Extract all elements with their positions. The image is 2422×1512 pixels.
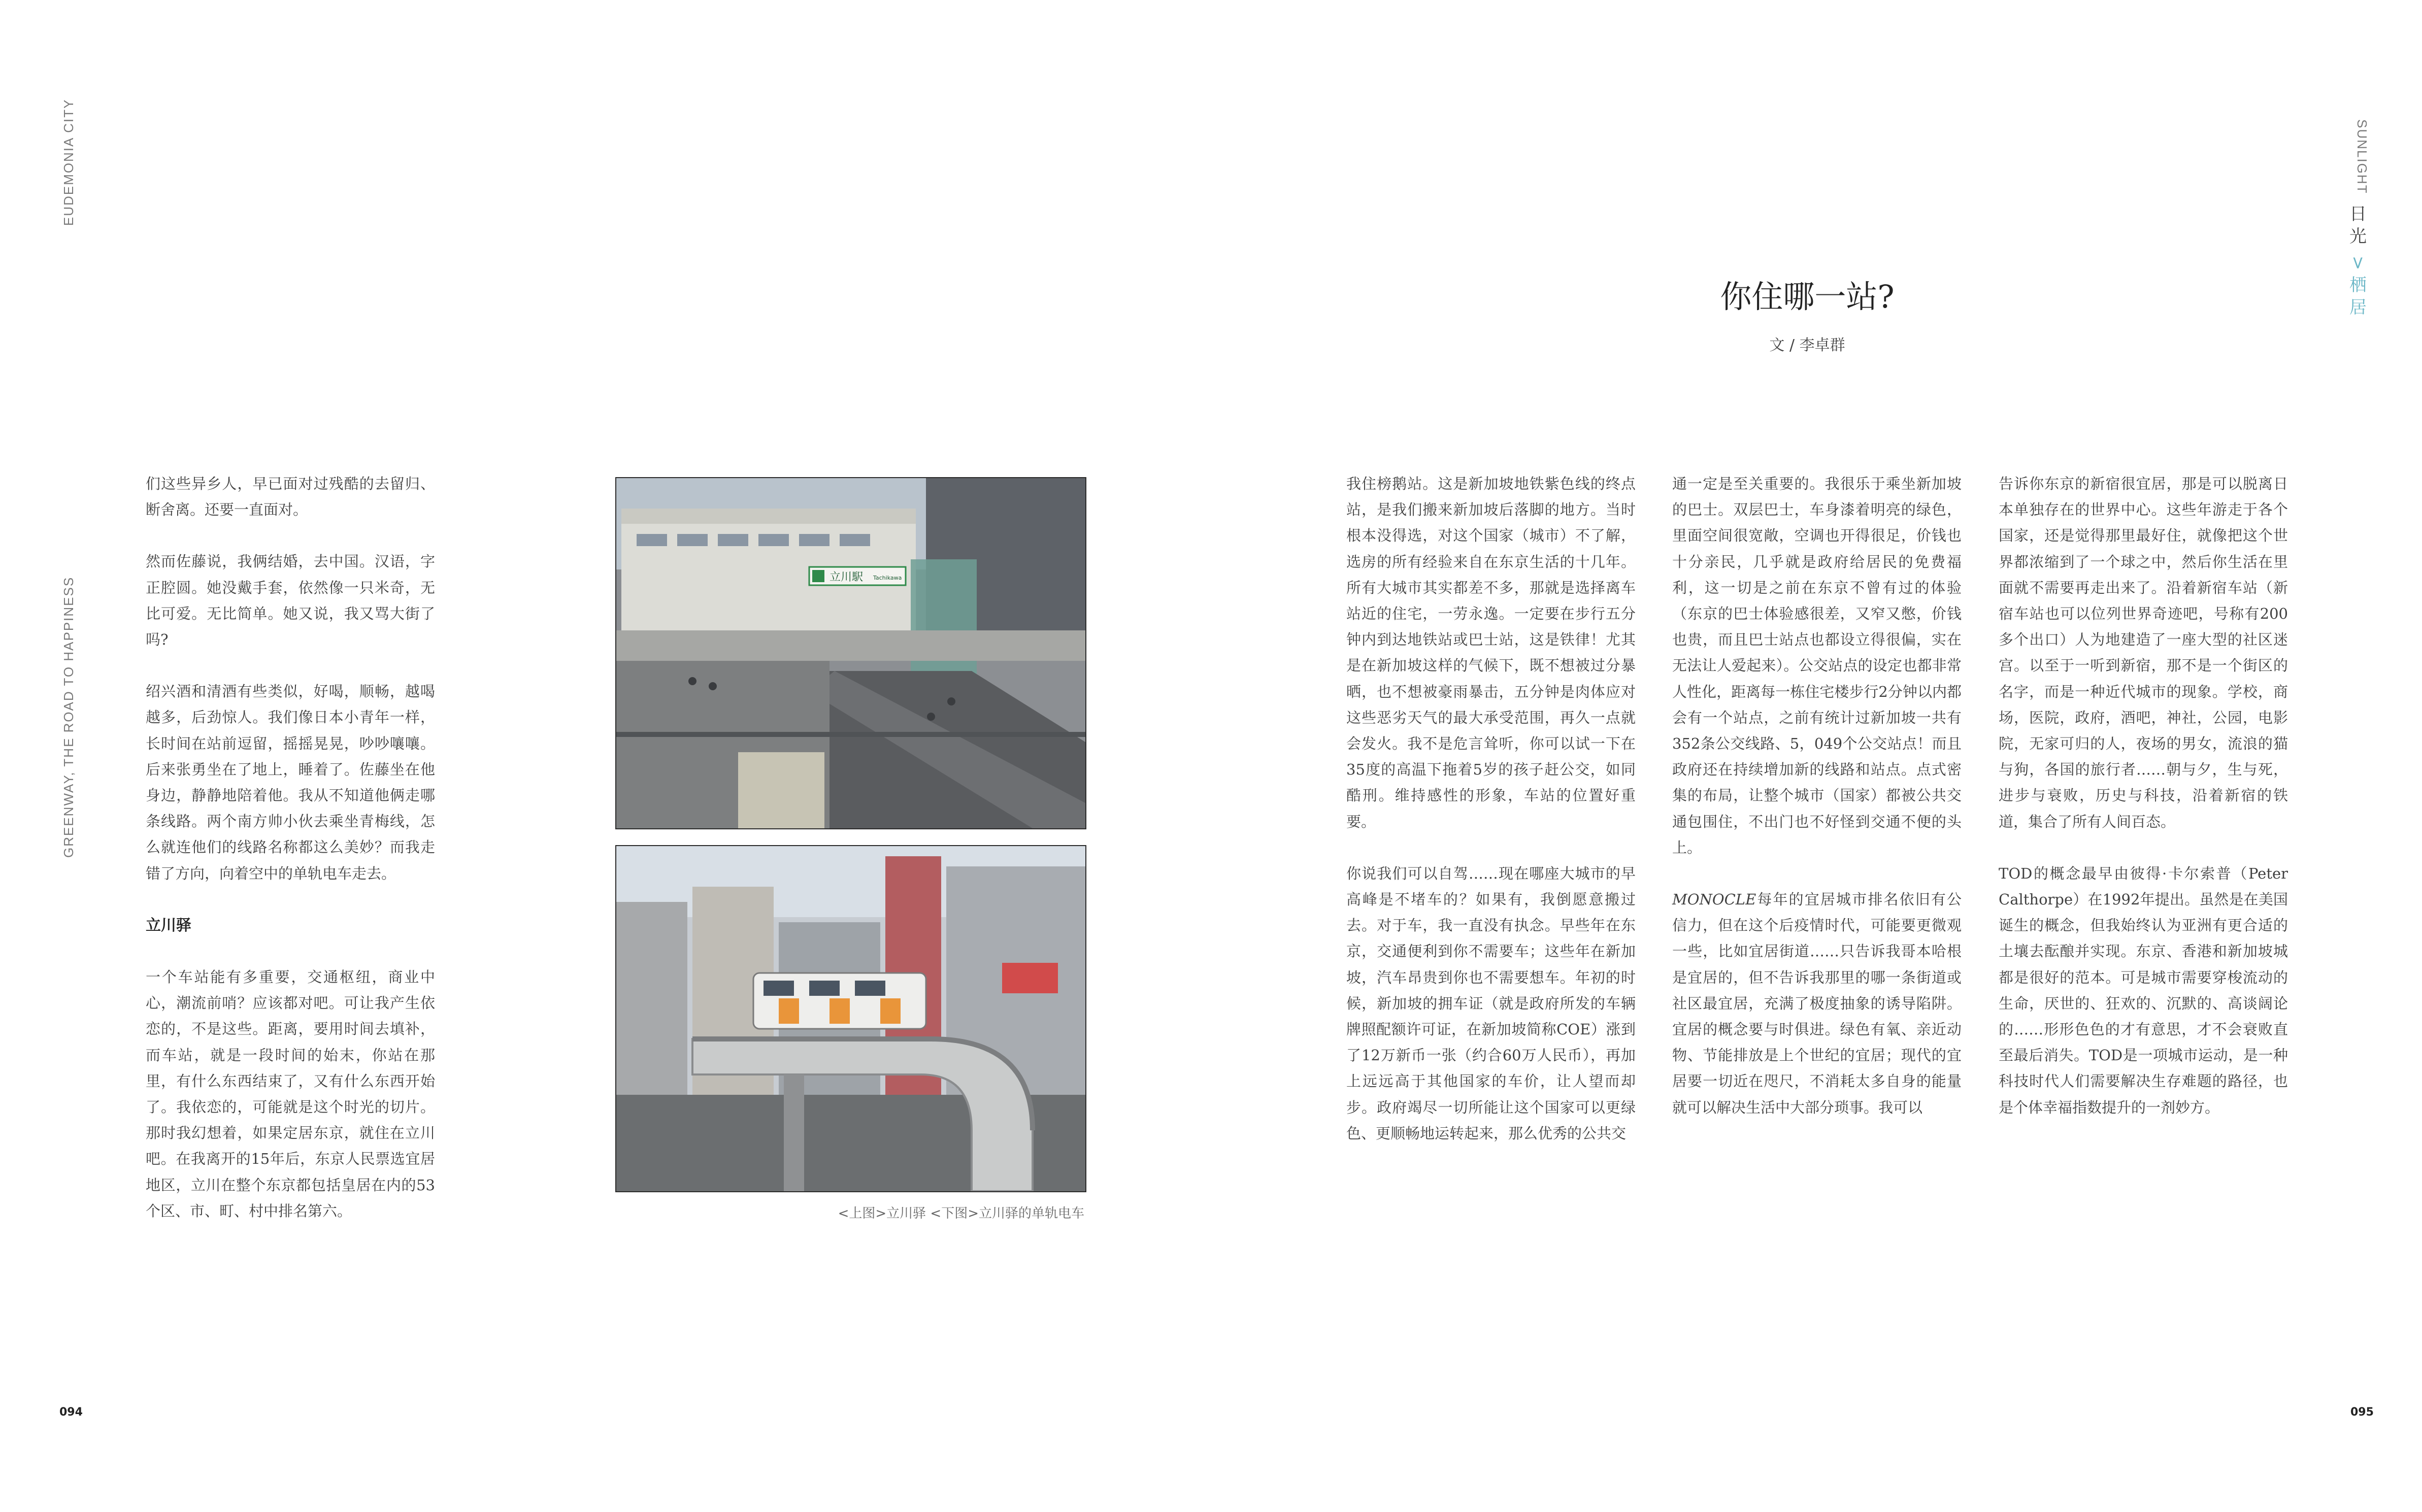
station-illustration (616, 478, 1085, 828)
paragraph: TOD的概念最早由彼得·卡尔索普（Peter Calthorpe）在1992年提出。虽然是在美国诞生的概念，但我始终认为亚洲有更合适的土壤去酝酿并实现。东京、香港和新加坡城都是很好的范本。可是城市需要穿梭流动的生命，厌世的、狂欢的、沉默的、高谈阔论的……形形色色的才有意思，才不会衰败直至最后消失。TOD是一项城市运动，是一种科技时代人们需要解决生存难题的路径，也是个体幸福指数提升的一剂妙方。 (1999, 864, 2288, 1116)
paragraph: 绍兴酒和清酒有些类似，好喝，顺畅，越喝越多，后劲惊人。我们像日本小青年一样，长时间在站前逗留，摇摇晃晃，吵吵嚷嚷。后来张勇坐在了地上，睡着了。佐藤坐在他身边，静静地陪着他。我从不知道他俩走哪条线路。两个南方帅小伙去乘坐青梅线，怎么就连他们的线路名称都这么美妙？而我走错了方向，向着空中的单轨电车走去。 (146, 683, 435, 882)
paragraph: 一个车站能有多重要，交通枢纽，商业中心，潮流前哨？应该都对吧。可让我产生依恋的，不是这些。距离，要用时间去填补，而车站，就是一段时间的始末，你站在那里，有什么东西结束了，又有什么东西开始了。我依恋的，可能就是这个时光的切片。那时我幻想着，如果定居东京，就住在立川吧。在我离开的15年后，东京人民票选宜居地区，立川在整个东京都包括皇居在内的53个区、市、町、村中排名第六。 (146, 968, 435, 1220)
paragraph: 你说我们可以自驾……现在哪座大城市的早高峰是不堵车的？如果有，我倒愿意搬过去。对于车，我一直没有执念。早些年在东京，交通便利到你不需要车；这些年在新加坡，汽车昂贵到你也不需要想车。年初的时候，新加坡的拥车证（就是政府所发的车辆牌照配额许可证，在新加坡简称COE）涨到了12万新币一张（约合60万人民币），再加上远远高于其他国家的车价，让人望而却步。政府竭尽一切所能让这个国家可以更绿色、更顺畅地运转起来，那么优秀的公共交 (1346, 864, 1636, 1142)
category-char-4: 居 (2349, 297, 2367, 318)
paragraph: 们这些异乡人，早已面对过残酷的去留归、断舍离。还要一直面对。 (146, 475, 435, 519)
text-column-2 (1346, 471, 1636, 1172)
paragraph: 告诉你东京的新宿很宜居，那是可以脱离日本单独存在的世界中心。这些年游走于各个国家，还是觉得那里最好住，就像把这个世界都浓缩到了一个球之中，然后你生活在里面就不需要再走出来了。沿着新宿车站（新宿车站也可以位列世界奇迹吧，号称有200多个出口）人为地建造了一座大型的社区迷宫。以至于一听到新宿，那不是一个街区的名字，而是一种近代城市的现象。学校，商场，医院，政府，酒吧，神社，公园，电影院，无家可归的人，夜场的男女，流浪的猫与狗，各国的旅行者……朝与夕，生与死，进步与衰败，历史与科技，沿着新宿的铁道，集合了所有人间百态。 (1999, 475, 2288, 830)
left-section-label: EUDEMONIA CITY (61, 98, 76, 226)
paragraph: 通一定是至关重要的。我很乐于乘坐新加坡的巴士。双层巴士，车身漆着明亮的绿色，里面空间很宽敞，空调也开得很足，价钱也十分亲民，几乎就是政府给居民的免费福利，这一切是之前在东京不曾有过的体验（东京的巴士体验感很差，又窄又憋，价钱也贵，而且巴士站点也都设立得很偏，实在无法让人爱起来）。公交站点的设定也都非常人性化，距离每一栋住宅楼步行2分钟以内都会有一个站点，之前有统计过新加坡一共有352条公交线路、5，049个公交站点！而且政府还在持续增加新的线路和站点。点式密集的布局，让整个城市（国家）都被公共交通包围住，不出门也不好怪到交通不便的头上。 (1672, 475, 1962, 856)
station-sign: 立川駅 (830, 571, 864, 584)
article-byline: 文 / 李卓群 (1769, 337, 1845, 354)
text-column-1 (146, 471, 435, 1250)
category-char-2: 光 (2349, 226, 2367, 247)
text-column-3 (1672, 471, 1962, 1147)
monorail-illustration (616, 846, 1085, 1191)
section-heading: 立川驿 (146, 916, 191, 934)
magazine-name: MONOCLE (1672, 891, 1756, 909)
category-arrow: > (2348, 255, 2368, 271)
left-series-label: GREENWAY, THE ROAD TO HAPPINESS (61, 576, 76, 858)
page-number-right: 095 (2350, 1406, 2374, 1419)
right-section-label: SUNLIGHT (2354, 119, 2370, 194)
photo-tachikawa-station (615, 477, 1086, 829)
paragraph: 然而佐藤说，我俩结婚，去中国。汉语，字正腔圆。她没戴手套，依然像一只米奇，无比可爱。无比简单。她又说，我又骂大街了吗? (146, 553, 435, 649)
photo-caption: <上图>立川驿 <下图>立川驿的单轨电车 (838, 1206, 1084, 1221)
text-column-4 (1999, 471, 2288, 1147)
category-char-1: 日 (2349, 204, 2367, 224)
paragraph (1672, 887, 1962, 1121)
paragraph-text: 每年的宜居城市排名依旧有公信力，但在这个后疫情时代，可能要更微观一些，比如宜居街道……只告诉我哥本哈根是宜居的，但不告诉我那里的哪一条街道或社区最宜居，充满了极度抽象的诱导陷阱。宜居的概念要与时俱进。绿色有氧、亲近动物、节能排放是上个世纪的宜居；现代的宜居要一切近在咫尺，不消耗太多自身的能量就可以解决生活中大部分琐事。我可以 (1672, 891, 1962, 1116)
page-number-left: 094 (59, 1406, 83, 1419)
paragraph: 我住榜鹅站。这是新加坡地铁紫色线的终点站，是我们搬来新加坡后落脚的地方。当时根本没得选，对这个国家（城市）不了解，选房的所有经验来自在东京生活的十几年。所有大城市其实都差不多，那就是选择离车站近的住宅，一劳永逸。一定要在步行五分钟内到达地铁站或巴士站，这是铁律！尤其是在新加坡这样的气候下，既不想被过分暴晒，也不想被豪雨暴击，五分钟是肉体应对这些恶劣天气的最大承受范围，再久一点就会发火。我不是危言耸听，你可以试一下在35度的高温下拖着5岁的孩子赶公交，如同酷刑。维持感性的形象，车站的位置好重要。 (1346, 475, 1636, 830)
category-char-3: 栖 (2349, 275, 2367, 295)
article-title: 你住哪一站? (1720, 278, 1895, 315)
station-sign-en: Tachikawa (873, 575, 902, 581)
right-category-label (2348, 203, 2368, 319)
photo-tachikawa-monorail (615, 845, 1086, 1192)
